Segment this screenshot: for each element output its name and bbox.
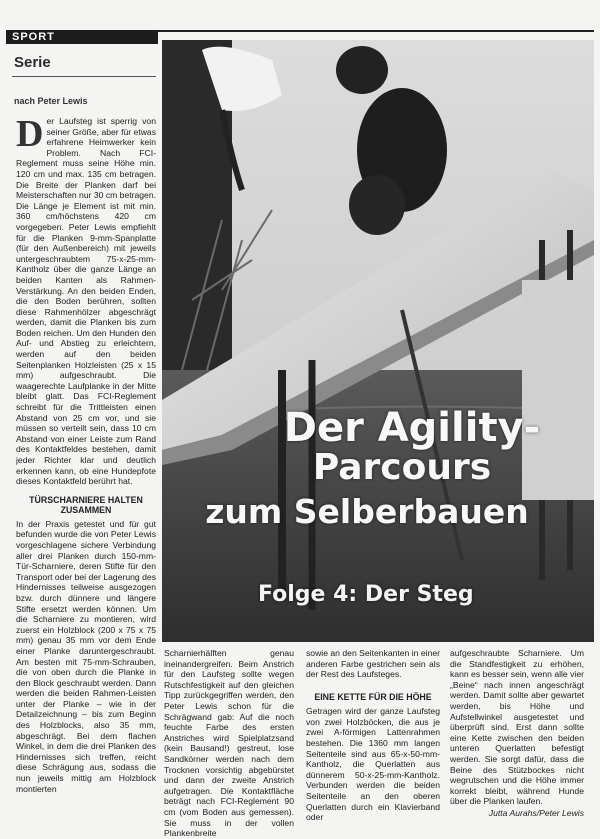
intro-text: er Laufsteg ist sperrig von seiner Größe, aber für etwas erfahrene Heimwerker kein Problem. Nach FCI-Reglement muss seine Höhe min. 120 cm und max. 135 cm betragen. Die Breite der Planken darf bei Meisterschaften nur 30 cm betragen. Die Länge je Element ist mit min. 360 cm/höchstens 420 cm vorgegeben. Peter Lewis empfiehlt für die Planken 9-mm-Spanplatte (für den Außenbereich) mit jeweils untergeschraubtem 75-x-25-mm-Kantholz über die ganze Länge an beiden Kanten als Rahmen-Verstärkung. An den beiden Enden, die den Boden berühren, sollten diese Rahmenhölzer abgeschrägt werden, damit die Planken bis zum Boden reichen. Um den Hunden den Auf- und Abstieg zu erleichtern, werden auf den beiden Seitenplanken Holzleisten (25 x 15 mm) aufgeschraubt. Die waagerechte Laufplanke in der Mitte bleibt glatt. Das FCI-Reglement schreibt für die Trittleisten einen Abstand von 25 cm vor, und sie müssen so verteilt sein, dass 10 cm Abstand von einer Leiste zum Rand des Kontaktfeldes bestehen, damit jeder Richter klar und deutlich erkennen kann, ob eine Hundepfote dieses Kontaktfeld berührt hat.	[16, 116, 156, 487]
author-line: nach Peter Lewis	[14, 96, 88, 106]
subhead-chain: EINE KETTE FÜR DIE HÖHE	[314, 691, 432, 702]
column-3	[306, 648, 440, 823]
column-4	[450, 648, 584, 819]
episode-title: Folge 4: Der Steg	[258, 582, 474, 607]
top-rule	[158, 30, 594, 32]
headline-line-2: Parcours	[312, 447, 492, 488]
intro-paragraph	[16, 113, 156, 487]
column-3-text-a: sowie an den Seitenkanten in einer anderen Farbe gestrichen sein als der Rest des Laufsteges.	[306, 648, 440, 680]
left-column	[16, 113, 156, 794]
dropcap: D	[16, 113, 44, 155]
hinge-paragraph: In der Praxis getestet und für gut befunden wurde die von Peter Lewis vorgeschlagene sichere Verbindung aller drei Planken durch 150-mm-Tür-Scharniere, deren Stifte für den Transport oder bei der Lagerung des Hindernisses teilweise ausgezogen bzw. durch dünnere und längere Stifte ersetzt werden können. Um die Scharniere zu montieren, wird zuerst ein Holzblock (200 x 75 x 75 mm) genau 35 mm vor dem Ende einer Planke daruntergeschraubt. Am besten mit 75-mm-Schrauben, die von oben durch die Planke in den Block geschraubt werden. Dann werden die beiden Rahmen-Leisten unter der Planke – wie in der Detailzeichnung – bis zum Beginn des Holzblocks, also 35 mm, abgeschrägt. Bei dem flachen Winkel, in dem die drei Planken des Hindernisses sich treffen, reicht diese Schrägung aus, sodass die nun jeweils mittig am Holzblock montierten	[16, 518, 156, 794]
series-rule	[12, 76, 156, 77]
dog-on-dogwalk-photo	[162, 40, 594, 642]
subhead-hinges: TÜRSCHARNIERE HALTEN ZUSAMMEN	[29, 494, 143, 516]
signature: Jutta Aurahs/Peter Lewis	[488, 807, 584, 818]
column-2	[164, 648, 294, 839]
headline	[170, 405, 594, 532]
section-label: SPORT	[6, 30, 158, 44]
series-label: Serie	[14, 54, 51, 71]
headline-line-1: Der Agility-	[283, 405, 541, 451]
column-3-text-b: Getragen wird der ganze Laufsteg von zwei Holzböcken, die aus je zwei A-förmigen Lattenrahmen bestehen. Die 1360 mm langen Seitenteile sind aus 65-x-50-mm-Kantholz, die Querlatten aus dünnerem 50-x-25-mm-Kantholz. Verbunden werden die beiden Seitenteile an den oberen Querlatten durch ein Klavierband oder	[306, 706, 440, 823]
column-2-text: Scharnierhälften genau ineinandergreifen. Beim Anstrich für den Laufsteg sollte wegen Rutschfestigkeit auf den gleichen Tipp zurückgegriffen werden, den Peter Lewis schon für die Schrägwand gab: Auf die noch feuchte Farbe des ersten Anstriches wird Spielplatzsand (kein Bausand!) gestreut, lose Sandkörner werden nach dem Trocknen vorsichtig abgebürstet und dann der zweite Anstrich aufgetragen. Die Kontaktfläche beträgt nach FCI-Reglement 90 cm (vom Boden aus gemessen). Sie muss in der vollen Plankenbreite	[164, 648, 294, 839]
column-4-text: aufgeschraubte Scharniere. Um die Standfestigkeit zu erhöhen, kann es besser sein, wenn alle vier „Beine“ nach innen angeschrägt werden. Damit sollte aber gewartet werden, bis Höhe und Aufstellwinkel ausgetestet und überprüft sind. Erst dann sollte eine Kette zwischen den beiden unteren Querlatten befestigt werden. Sie sorgt dafür, dass die Beine des Stützbockes nicht wegrutschen und die Höhe immer korrekt bleibt, während Hunde über die Planken laufen.	[450, 648, 584, 807]
headline-line-3: zum Selberbauen	[205, 492, 529, 531]
